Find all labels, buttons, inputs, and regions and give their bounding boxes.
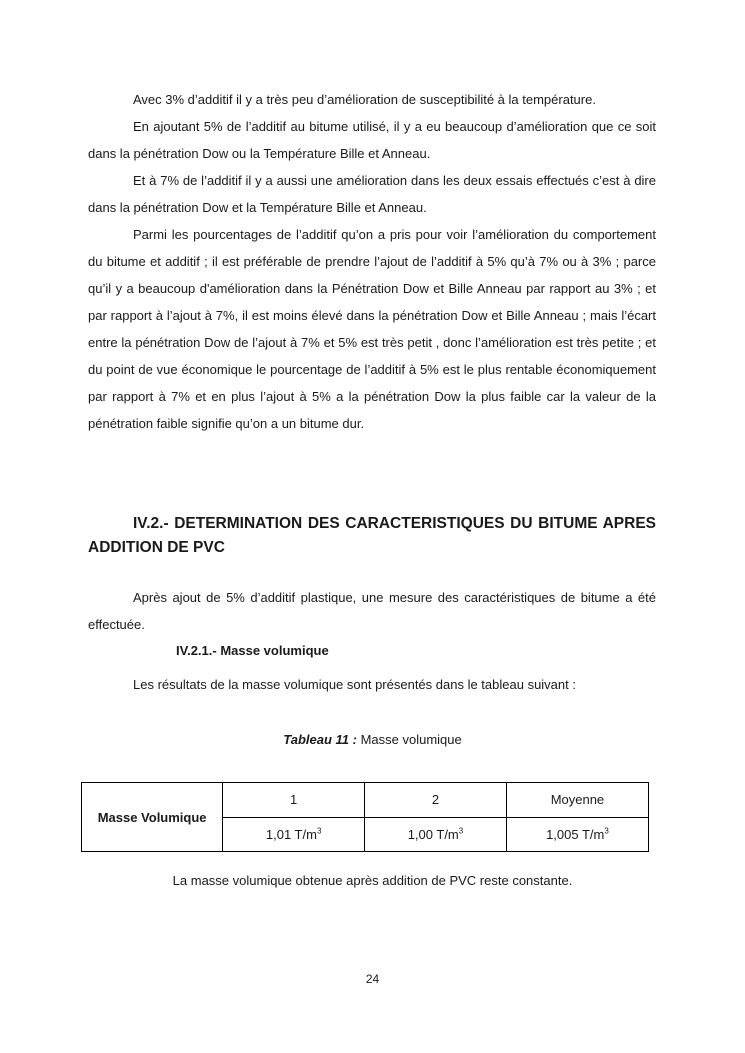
page-number: 24 [365, 972, 380, 986]
table-row [82, 783, 649, 818]
subsection-heading: IV.2.1.- Masse volumique [176, 643, 329, 658]
section-heading: IV.2.- DETERMINATION DES CARACTERISTIQUES DU BITUME APRES ADDITION DE PVC [88, 515, 656, 556]
table-column-header: Moyenne [506, 783, 648, 818]
section-paragraph: Après ajout de 5% d’additif plastique, une mesure des caractéristiques de bitume a été effectuée. [88, 590, 656, 632]
paragraph-1: Avec 3% d’additif il y a très peu d’amélioration de susceptibilité à la température. [133, 92, 596, 107]
table-cell-value: 1,00 T/m [407, 826, 459, 842]
conclusion-text: La masse volumique obtenue après addition de PVC reste constante. [172, 873, 573, 888]
table-caption-label: Tableau 11 : [283, 732, 357, 747]
table-caption-title: Masse volumique [356, 732, 462, 747]
table-intro: Les résultats de la masse volumique sont présentés dans le tableau suivant : [133, 677, 576, 692]
unit-superscript: 3 [316, 826, 322, 836]
table-cell [365, 817, 507, 852]
paragraph-4: Parmi les pourcentages de l’additif qu’on a pris pour voir l’amélioration du comportement du bitume et additif ; il est préférable de prendre l’ajout de l’additif à 5% qu’à 7% ou à 3% ; parce qu’il y a beaucoup d'amélioration dans la Pénétration Dow et Bille Anneau par rapport au 3% ; et par rapport à l’ajout à 7%, il est moins élevé dans la pénétration Dow et Bille Anneau ; mais l’écart entre la pénétration Dow de l’ajout à 7% et 5% est très petit , donc l’amélioration est très petite ; et du point de vue économique le pourcentage de l’additif à 5% est le plus rentable économiquement par rapport à 7% et en plus l’ajout à 5% a la pénétration Dow la plus faible car la valeur de la pénétration faible signifie qu’on a un bitume dur. [88, 227, 656, 431]
table-column-header: 1 [223, 783, 365, 818]
table-column-header: 2 [365, 783, 507, 818]
table-row-header: Masse Volumique [82, 783, 223, 852]
table-cell-value: 1,01 T/m [265, 826, 317, 842]
unit-superscript: 3 [458, 826, 464, 836]
body-text [88, 86, 656, 437]
density-table [81, 782, 649, 852]
paragraph-2: En ajoutant 5% de l’additif au bitume utilisé, il y a eu beaucoup d’amélioration que ce soit dans la pénétration Dow ou la Température Bille et Anneau. [88, 119, 656, 161]
table-caption [0, 729, 745, 751]
table-cell [506, 817, 648, 852]
unit-superscript: 3 [604, 826, 609, 836]
paragraph-3: Et à 7% de l’additif il y a aussi une amélioration dans les deux essais effectués c’est à dire dans la pénétration Dow et la Température Bille et Anneau. [88, 173, 656, 215]
table-cell-value: 1,005 T/m [546, 826, 605, 842]
table-cell [223, 817, 365, 852]
